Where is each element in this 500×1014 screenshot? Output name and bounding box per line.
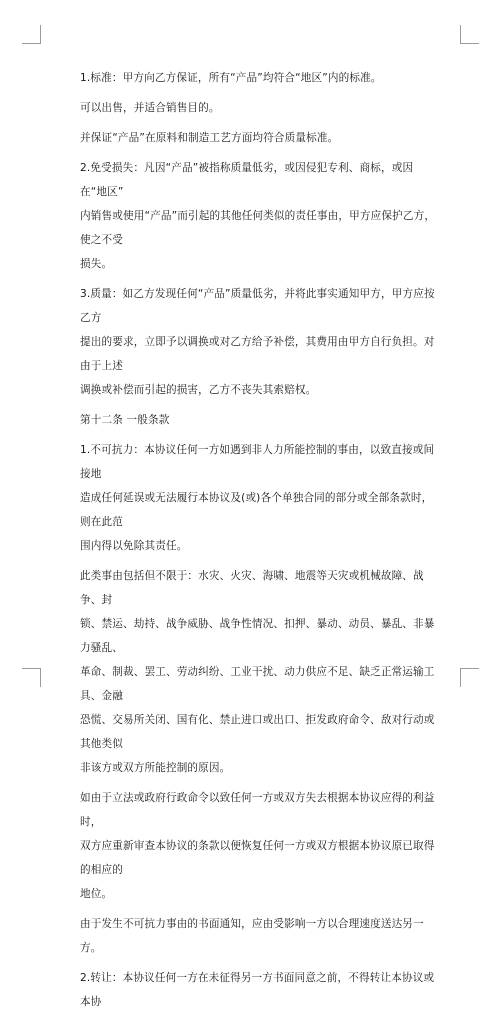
text-line: 此类事由包括但不限于：水灾、火灾、海啸、地震等天灾或机械故障、战争、封 [80,570,424,606]
text-line: 革命、制裁、罢工、劳动纠纷、工业干扰、动力供应不足、缺乏正常运输工具、金融 [80,666,435,702]
text-line: 内销售或使用“产品”而引起的其他任何类似的责任事由，甲方应保护乙方，使之不受 [80,210,436,246]
paragraph-standard [80,66,436,90]
crop-mark-top-left-vertical [40,25,41,44]
paragraph-assignment [80,966,436,1014]
text-line: 损失。 [80,258,113,270]
paragraph-legislation [80,786,436,906]
crop-mark-bottom-right-horizontal [460,668,479,669]
text-line: 1.不可抗力：本协议任何一方如遇到非人力所能控制的事由，以致直接或间接地 [80,444,435,480]
paragraph-quality-guarantee [80,126,436,150]
text-line: 双方应重新审查本协议的条款以便恢复任何一方或双方根据本协议原已取得的相应的 [80,840,435,876]
crop-mark-top-right-horizontal [460,43,479,44]
paragraph-force-majeure-events [80,564,436,780]
text-line: 造成任何延误或无法履行本协议及(或)各个单独合同的部分或全部条款时，则在此范 [80,492,433,528]
paragraph-notice [80,912,436,960]
text-line: 由于发生不可抗力事由的书面通知，应由受影响一方以合理速度送达另一方。 [80,918,424,954]
paragraph-saleable [80,96,436,120]
crop-mark-top-left-horizontal [22,43,41,44]
crop-mark-bottom-left-horizontal [22,668,41,669]
text-line: 调换或补偿而引起的损害，乙方不丧失其索赔权。 [80,384,317,396]
text-line: 第十二条 一般条款 [80,414,170,426]
text-line: 锁、禁运、劫持、战争威胁、战争性情况、扣押、暴动、动员、暴乱、非暴力骚乱、 [80,618,435,654]
document-body [80,66,436,1014]
text-line: 围内得以免除其责任。 [80,540,188,552]
text-line: 2.转让：本协议任何一方在未征得另一方书面同意之前，不得转让本协议或本协 [80,972,435,1008]
text-line: 并保证“产品”在原料和制造工艺方面均符合质量标准。 [80,132,339,144]
text-line: 非该方或双方所能控制的原因。 [80,762,231,774]
crop-mark-top-right-vertical [460,25,461,44]
text-line: 3.质量：如乙方发现任何“产品”质量低劣，并将此事实通知甲方，甲方应按乙方 [80,288,435,324]
paragraph-quality [80,282,436,402]
crop-mark-bottom-right-vertical [460,668,461,687]
crop-mark-bottom-left-vertical [40,668,41,687]
section-heading [80,408,436,432]
text-line: 2.免受损失：凡因“产品”被指称质量低劣，或因侵犯专利、商标，或因在“地区” [80,162,414,198]
text-line: 恐慌、交易所关闭、国有化、禁止进口或出口、拒发政府命令、敌对行动或其他类似 [80,714,435,750]
text-line: 1.标准：甲方向乙方保证，所有“产品”均符合“地区”内的标准。 [80,72,382,84]
paragraph-force-majeure [80,438,436,558]
text-line: 地位。 [80,888,113,900]
text-line: 提出的要求，立即予以调换或对乙方给予补偿，其费用由甲方自行负担。对由于上述 [80,336,435,372]
text-line: 如由于立法或政府行政命令以致任何一方或双方失去根据本协议应得的利益时， [80,792,435,828]
paragraph-indemnity [80,156,436,276]
text-line: 可以出售，并适合销售目的。 [80,102,220,114]
